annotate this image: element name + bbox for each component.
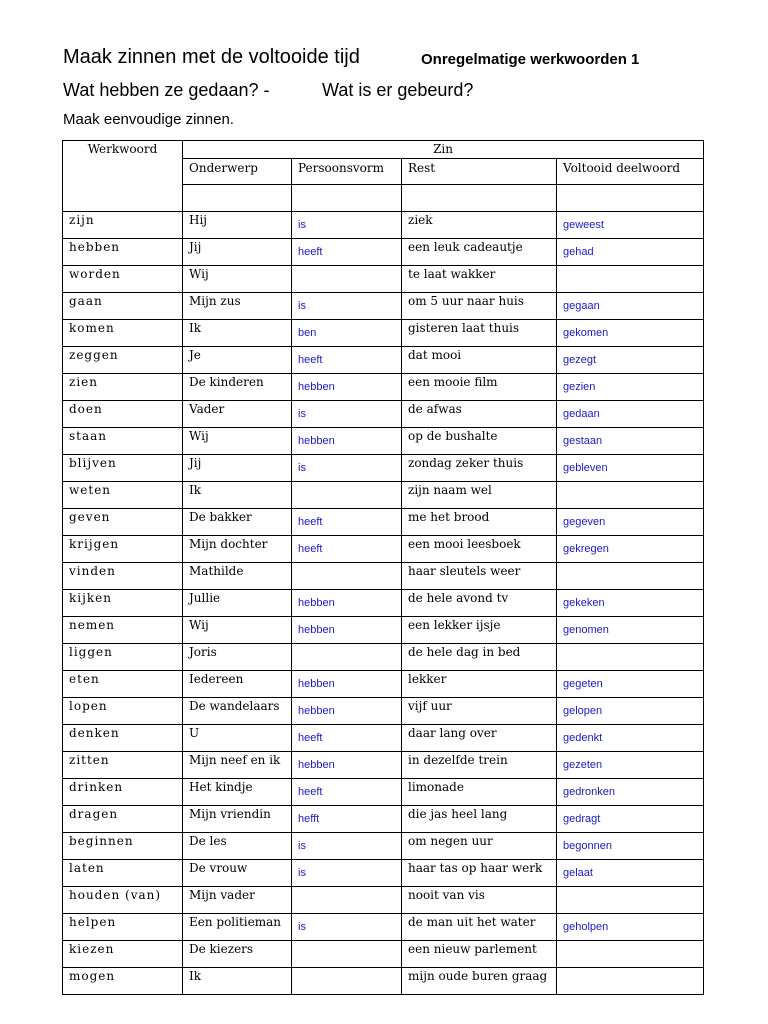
voltooid-deelwoord-cell[interactable] xyxy=(557,590,704,617)
header-werkwoord: Werkwoord xyxy=(63,141,183,212)
persoonsvorm-cell-answer: hebben xyxy=(298,759,335,771)
persoonsvorm-cell-answer: is xyxy=(298,219,306,231)
subject-cell: Het kindje xyxy=(183,779,292,806)
worksheet-subtitle: Onregelmatige werkwoorden 1 xyxy=(421,51,640,68)
rest-cell: limonade xyxy=(402,779,557,806)
subject-cell: Ik xyxy=(183,968,292,995)
voltooid-deelwoord-cell[interactable] xyxy=(557,617,704,644)
persoonsvorm-cell[interactable] xyxy=(292,968,402,995)
voltooid-deelwoord-cell[interactable] xyxy=(557,509,704,536)
persoonsvorm-cell[interactable] xyxy=(292,887,402,914)
voltooid-deelwoord-cell-answer: gegeten xyxy=(563,678,603,690)
subject-cell: De wandelaars xyxy=(183,698,292,725)
persoonsvorm-cell[interactable] xyxy=(292,428,402,455)
rest-cell: daar lang over xyxy=(402,725,557,752)
voltooid-deelwoord-cell-answer: gedronken xyxy=(563,786,615,798)
subject-cell: Vader xyxy=(183,401,292,428)
voltooid-deelwoord-cell[interactable] xyxy=(557,266,704,293)
verb-cell: worden xyxy=(63,266,183,293)
worksheet-title: Maak zinnen met de voltooide tijd xyxy=(63,46,360,68)
voltooid-deelwoord-cell[interactable] xyxy=(557,725,704,752)
table-row xyxy=(63,779,704,806)
persoonsvorm-cell-answer: heeft xyxy=(298,786,323,798)
verb-cell: helpen xyxy=(63,914,183,941)
rest-cell: in dezelfde trein xyxy=(402,752,557,779)
rest-cell: gisteren laat thuis xyxy=(402,320,557,347)
rest-cell: om negen uur xyxy=(402,833,557,860)
verb-cell: kiezen xyxy=(63,941,183,968)
header-zin: Zin xyxy=(183,141,704,159)
table-row xyxy=(63,563,704,590)
voltooid-deelwoord-cell-answer: gezien xyxy=(563,381,596,393)
verb-cell: blijven xyxy=(63,455,183,482)
voltooid-deelwoord-cell-answer: gezegt xyxy=(563,354,597,366)
verb-cell: dragen xyxy=(63,806,183,833)
persoonsvorm-cell-answer: ben xyxy=(298,327,317,339)
persoonsvorm-cell-answer: is xyxy=(298,462,306,474)
persoonsvorm-cell-answer: hebben xyxy=(298,597,335,609)
voltooid-deelwoord-cell[interactable] xyxy=(557,833,704,860)
table-row xyxy=(63,644,704,671)
verb-cell: denken xyxy=(63,725,183,752)
verb-cell: mogen xyxy=(63,968,183,995)
rest-cell: een mooie film xyxy=(402,374,557,401)
persoonsvorm-cell[interactable] xyxy=(292,671,402,698)
voltooid-deelwoord-cell-answer: gekeken xyxy=(563,597,605,609)
persoonsvorm-cell[interactable] xyxy=(292,320,402,347)
persoonsvorm-cell[interactable] xyxy=(292,914,402,941)
subject-cell: Wij xyxy=(183,266,292,293)
voltooid-deelwoord-cell[interactable] xyxy=(557,941,704,968)
voltooid-deelwoord-cell[interactable] xyxy=(557,806,704,833)
persoonsvorm-cell-answer: hebben xyxy=(298,435,335,447)
persoonsvorm-cell-answer: is xyxy=(298,300,306,312)
persoonsvorm-cell-answer: hebben xyxy=(298,678,335,690)
subject-cell: Wij xyxy=(183,428,292,455)
table-row xyxy=(63,725,704,752)
voltooid-deelwoord-cell[interactable] xyxy=(557,968,704,995)
subject-cell: Jij xyxy=(183,239,292,266)
rest-cell: de afwas xyxy=(402,401,557,428)
verb-cell: staan xyxy=(63,428,183,455)
subject-cell: De kiezers xyxy=(183,941,292,968)
persoonsvorm-cell[interactable] xyxy=(292,617,402,644)
voltooid-deelwoord-cell-answer: gekregen xyxy=(563,543,609,555)
persoonsvorm-cell-answer: is xyxy=(298,840,306,852)
persoonsvorm-cell-answer: hefft xyxy=(298,813,320,825)
voltooid-deelwoord-cell-answer: begonnen xyxy=(563,840,612,852)
verb-cell: doen xyxy=(63,401,183,428)
table-row xyxy=(63,941,704,968)
table-row xyxy=(63,806,704,833)
verb-cell: komen xyxy=(63,320,183,347)
rest-cell: de man uit het water xyxy=(402,914,557,941)
voltooid-deelwoord-cell-answer: gedragt xyxy=(563,813,601,825)
verb-cell: liggen xyxy=(63,644,183,671)
blank-cell[interactable] xyxy=(183,185,292,212)
header-voltooid-deelwoord: Voltooid deelwoord xyxy=(557,159,704,185)
table-row xyxy=(63,887,704,914)
subject-cell: Mathilde xyxy=(183,563,292,590)
rest-cell: om 5 uur naar huis xyxy=(402,293,557,320)
persoonsvorm-cell-answer: is xyxy=(298,921,306,933)
table-row xyxy=(63,401,704,428)
subject-cell: Jij xyxy=(183,455,292,482)
subject-cell: U xyxy=(183,725,292,752)
voltooid-deelwoord-cell-answer: gelaat xyxy=(563,867,593,879)
rest-cell: de hele dag in bed xyxy=(402,644,557,671)
verb-cell: gaan xyxy=(63,293,183,320)
voltooid-deelwoord-cell-answer: gekomen xyxy=(563,327,609,339)
table-row xyxy=(63,752,704,779)
subject-cell: De les xyxy=(183,833,292,860)
subject-cell: Mijn dochter xyxy=(183,536,292,563)
table-row xyxy=(63,455,704,482)
rest-cell: mijn oude buren graag xyxy=(402,968,557,995)
persoonsvorm-cell[interactable] xyxy=(292,401,402,428)
rest-cell: vijf uur xyxy=(402,698,557,725)
voltooid-deelwoord-cell[interactable] xyxy=(557,671,704,698)
voltooid-deelwoord-cell[interactable] xyxy=(557,698,704,725)
subject-cell: Mijn neef en ik xyxy=(183,752,292,779)
verb-cell: nemen xyxy=(63,617,183,644)
rest-cell: die jas heel lang xyxy=(402,806,557,833)
table-row xyxy=(63,509,704,536)
verb-cell: krijgen xyxy=(63,536,183,563)
rest-cell: te laat wakker xyxy=(402,266,557,293)
table-row xyxy=(63,671,704,698)
table-row xyxy=(63,293,704,320)
subject-cell: Hij xyxy=(183,212,292,239)
persoonsvorm-cell[interactable] xyxy=(292,455,402,482)
instruction: Maak eenvoudige zinnen. xyxy=(63,111,234,128)
verb-cell: eten xyxy=(63,671,183,698)
persoonsvorm-cell-answer: heeft xyxy=(298,543,323,555)
voltooid-deelwoord-cell[interactable] xyxy=(557,347,704,374)
voltooid-deelwoord-cell[interactable] xyxy=(557,212,704,239)
voltooid-deelwoord-cell[interactable] xyxy=(557,563,704,590)
verb-cell: laten xyxy=(63,860,183,887)
persoonsvorm-cell-answer: hebben xyxy=(298,705,335,717)
verb-table xyxy=(62,140,704,995)
table-row xyxy=(63,968,704,995)
header-persoonsvorm: Persoonsvorm xyxy=(292,159,402,185)
table-row xyxy=(63,482,704,509)
voltooid-deelwoord-cell-answer: gegeven xyxy=(563,516,606,528)
subject-cell: Ik xyxy=(183,320,292,347)
blank-cell[interactable] xyxy=(292,185,402,212)
rest-cell: een nieuw parlement xyxy=(402,941,557,968)
rest-cell: een lekker ijsje xyxy=(402,617,557,644)
verb-cell: zitten xyxy=(63,752,183,779)
table-row xyxy=(63,320,704,347)
persoonsvorm-cell[interactable] xyxy=(292,482,402,509)
voltooid-deelwoord-cell[interactable] xyxy=(557,887,704,914)
persoonsvorm-cell[interactable] xyxy=(292,833,402,860)
voltooid-deelwoord-cell-answer: gedaan xyxy=(563,408,600,420)
subject-cell: Joris xyxy=(183,644,292,671)
header-onderwerp: Onderwerp xyxy=(183,159,292,185)
subject-cell: Mijn vriendin xyxy=(183,806,292,833)
voltooid-deelwoord-cell-answer: gestaan xyxy=(563,435,603,447)
persoonsvorm-cell[interactable] xyxy=(292,860,402,887)
subject-cell: De vrouw xyxy=(183,860,292,887)
persoonsvorm-cell[interactable] xyxy=(292,293,402,320)
verb-cell: vinden xyxy=(63,563,183,590)
rest-cell: de hele avond tv xyxy=(402,590,557,617)
voltooid-deelwoord-cell[interactable] xyxy=(557,428,704,455)
voltooid-deelwoord-cell[interactable] xyxy=(557,779,704,806)
table-row xyxy=(63,212,704,239)
subject-cell: Wij xyxy=(183,617,292,644)
persoonsvorm-cell-answer: heeft xyxy=(298,354,323,366)
persoonsvorm-cell-answer: heeft xyxy=(298,516,323,528)
table-row xyxy=(63,914,704,941)
persoonsvorm-cell[interactable] xyxy=(292,536,402,563)
verb-cell: geven xyxy=(63,509,183,536)
rest-cell: ziek xyxy=(402,212,557,239)
voltooid-deelwoord-cell[interactable] xyxy=(557,374,704,401)
persoonsvorm-cell-answer: heeft xyxy=(298,246,323,258)
verb-cell: zeggen xyxy=(63,347,183,374)
persoonsvorm-cell[interactable] xyxy=(292,779,402,806)
subject-cell: Mijn zus xyxy=(183,293,292,320)
persoonsvorm-cell-answer: hebben xyxy=(298,624,335,636)
persoonsvorm-cell[interactable] xyxy=(292,698,402,725)
persoonsvorm-cell-answer: heeft xyxy=(298,732,323,744)
voltooid-deelwoord-cell[interactable] xyxy=(557,536,704,563)
verb-cell: kijken xyxy=(63,590,183,617)
subject-cell: De kinderen xyxy=(183,374,292,401)
table-row xyxy=(63,266,704,293)
voltooid-deelwoord-cell[interactable] xyxy=(557,752,704,779)
persoonsvorm-cell[interactable] xyxy=(292,239,402,266)
table-row xyxy=(63,374,704,401)
rest-cell: lekker xyxy=(402,671,557,698)
verb-cell: zien xyxy=(63,374,183,401)
voltooid-deelwoord-cell[interactable] xyxy=(557,455,704,482)
rest-cell: op de bushalte xyxy=(402,428,557,455)
table-row xyxy=(63,860,704,887)
rest-cell: een mooi leesboek xyxy=(402,536,557,563)
voltooid-deelwoord-cell[interactable] xyxy=(557,644,704,671)
subject-cell: Je xyxy=(183,347,292,374)
voltooid-deelwoord-cell-answer: gezeten xyxy=(563,759,603,771)
persoonsvorm-cell[interactable] xyxy=(292,347,402,374)
blank-cell[interactable] xyxy=(557,185,704,212)
rest-cell: zondag zeker thuis xyxy=(402,455,557,482)
persoonsvorm-cell[interactable] xyxy=(292,563,402,590)
verb-cell: weten xyxy=(63,482,183,509)
verb-cell: houden (van) xyxy=(63,887,183,914)
table-row xyxy=(63,347,704,374)
persoonsvorm-cell-answer: hebben xyxy=(298,381,335,393)
voltooid-deelwoord-cell[interactable] xyxy=(557,320,704,347)
persoonsvorm-cell[interactable] xyxy=(292,212,402,239)
voltooid-deelwoord-cell-answer: gehad xyxy=(563,246,594,258)
header-rest: Rest xyxy=(402,159,557,185)
voltooid-deelwoord-cell-answer: gegaan xyxy=(563,300,600,312)
voltooid-deelwoord-cell[interactable] xyxy=(557,860,704,887)
verb-cell: lopen xyxy=(63,698,183,725)
persoonsvorm-cell[interactable] xyxy=(292,374,402,401)
voltooid-deelwoord-cell-answer: geweest xyxy=(563,219,604,231)
verb-cell: drinken xyxy=(63,779,183,806)
rest-cell: dat mooi xyxy=(402,347,557,374)
table-body xyxy=(63,212,704,995)
persoonsvorm-cell[interactable] xyxy=(292,941,402,968)
verb-cell: zijn xyxy=(63,212,183,239)
rest-cell: me het brood xyxy=(402,509,557,536)
voltooid-deelwoord-cell[interactable] xyxy=(557,914,704,941)
verb-cell: hebben xyxy=(63,239,183,266)
persoonsvorm-cell[interactable] xyxy=(292,590,402,617)
persoonsvorm-cell-answer: is xyxy=(298,867,306,879)
persoonsvorm-cell[interactable] xyxy=(292,752,402,779)
subject-cell: Jullie xyxy=(183,590,292,617)
rest-cell: zijn naam wel xyxy=(402,482,557,509)
persoonsvorm-cell-answer: is xyxy=(298,408,306,420)
voltooid-deelwoord-cell[interactable] xyxy=(557,239,704,266)
rest-cell: haar tas op haar werk xyxy=(402,860,557,887)
subject-cell: Ik xyxy=(183,482,292,509)
voltooid-deelwoord-cell-answer: geholpen xyxy=(563,921,609,933)
subject-cell: Een politieman xyxy=(183,914,292,941)
persoonsvorm-cell[interactable] xyxy=(292,644,402,671)
table-row xyxy=(63,536,704,563)
table-row xyxy=(63,833,704,860)
question-1: Wat hebben ze gedaan? - xyxy=(63,80,270,100)
voltooid-deelwoord-cell-answer: gedenkt xyxy=(563,732,603,744)
subject-cell: Mijn vader xyxy=(183,887,292,914)
persoonsvorm-cell[interactable] xyxy=(292,725,402,752)
blank-cell[interactable] xyxy=(402,185,557,212)
persoonsvorm-cell[interactable] xyxy=(292,806,402,833)
rest-cell: haar sleutels weer xyxy=(402,563,557,590)
subject-cell: De bakker xyxy=(183,509,292,536)
table-row xyxy=(63,239,704,266)
voltooid-deelwoord-cell[interactable] xyxy=(557,482,704,509)
voltooid-deelwoord-cell-answer: genomen xyxy=(563,624,609,636)
voltooid-deelwoord-cell[interactable] xyxy=(557,293,704,320)
rest-cell: nooit van vis xyxy=(402,887,557,914)
voltooid-deelwoord-cell[interactable] xyxy=(557,401,704,428)
table-row xyxy=(63,428,704,455)
verb-cell: beginnen xyxy=(63,833,183,860)
rest-cell: een leuk cadeautje xyxy=(402,239,557,266)
persoonsvorm-cell[interactable] xyxy=(292,266,402,293)
table-row xyxy=(63,617,704,644)
voltooid-deelwoord-cell-answer: gelopen xyxy=(563,705,603,717)
table-row xyxy=(63,590,704,617)
question-2: Wat is er gebeurd? xyxy=(322,80,474,100)
voltooid-deelwoord-cell-answer: gebleven xyxy=(563,462,608,474)
persoonsvorm-cell[interactable] xyxy=(292,509,402,536)
table-row xyxy=(63,698,704,725)
subject-cell: Iedereen xyxy=(183,671,292,698)
